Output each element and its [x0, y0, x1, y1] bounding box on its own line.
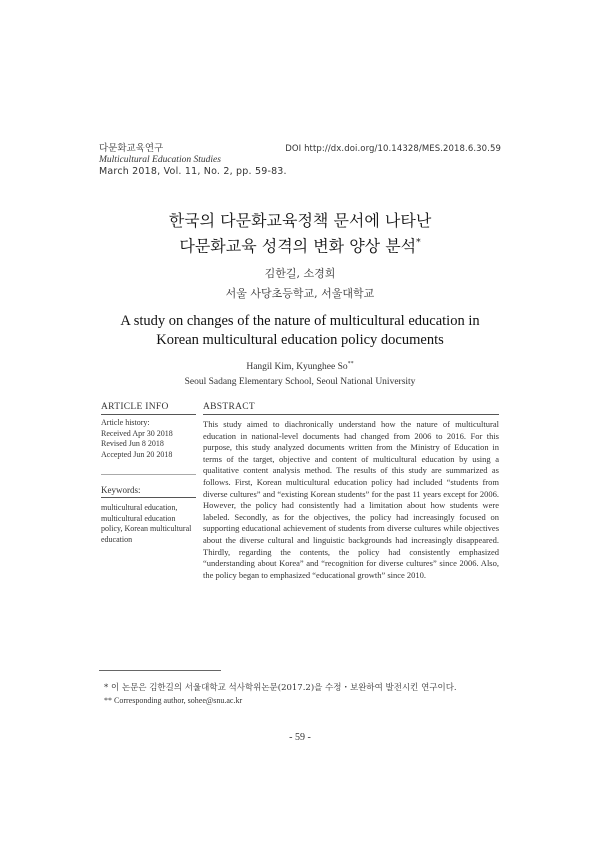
title-english [0, 312, 600, 350]
authors-english [0, 361, 600, 372]
history-label: Article history: [101, 418, 150, 427]
journal-name-korean: 다문화교육연구 [99, 143, 164, 154]
title-korean [0, 210, 600, 257]
title-english-line1: A study on changes of the nature of multicultural education in [120, 313, 480, 329]
affiliation-korean: 서울 사당초등학교, 서울대학교 [225, 287, 375, 300]
abstract-body: This study aimed to diachronically understand how the nature of multicultural education in national-level documents had changed from 2006 to 2016. For this purpose, this study analyzed documents written from the Ministry of Education in terms of the target, objective and content of multicultural education by using a qualitative content analysis method. The results of this study are summarized as follows. First, Korean multicultural education policy had included “students from diverse cultures” and “existing Korean students” for the past 11 years except for 2006. However, the policy had consistently had a limitation about how students were labeled. Secondly, as for the objectives, the policy had increasingly focused on supporting educational achievement of students from diverse cultures while objectives about the diverse cultural and linguistic backgrounds had increasingly disappeared. Thirdly, regarding the contents, the policy had consistently emphasized “understanding about Korea” and “recognition for diverse cultures” since 2006. Also, the policy began to emphasized “educational growth” since 2010. [203, 419, 499, 580]
affiliation-english: Seoul Sadang Elementary School, Seoul National University [184, 377, 416, 387]
author-names: Hangil Kim, Kyunghee So [246, 362, 348, 373]
accepted-date: Accepted Jun 20 2018 [101, 449, 173, 459]
article-history [101, 418, 196, 475]
article-info-heading: ARTICLE INFO [101, 402, 196, 415]
issue-citation: March 2018, Vol. 11, No. 2, pp. 59-83. [99, 166, 287, 177]
footnote-corresponding-author: ** Corresponding author, sohee@snu.ac.kr [104, 696, 243, 705]
keywords-heading: Keywords: [101, 485, 196, 498]
abstract-heading: ABSTRACT [203, 402, 499, 415]
article-info-column [101, 402, 196, 545]
title-english-line2: Korean multicultural education policy documents [156, 332, 444, 348]
title-korean-line1: 한국의 다문화교육정책 문서에 나타난 [168, 211, 432, 230]
title-korean-line2: 다문화교육 성격의 변화 양상 분석 [179, 236, 417, 256]
corresponding-author-mark: ** [347, 361, 354, 367]
journal-name-english: Multicultural Education Studies [99, 155, 221, 165]
revised-date: Revised Jun 8 2018 [101, 439, 164, 448]
authors-korean: 김한길, 소경희 [264, 267, 336, 280]
doi-link[interactable]: DOI http://dx.doi.org/10.14328/MES.2018.6.30.59 [285, 144, 501, 154]
keywords-list: multicultural education, multicultural education policy, Korean multicultural education [101, 503, 192, 544]
abstract-column [203, 402, 499, 581]
running-header [99, 140, 501, 177]
footnote-divider [99, 670, 221, 671]
footnote-thesis: * 이 논문은 김한길의 서울대학교 석사학위논문(2017.2)을 수정・보완하여 발전시킨 연구이다. [104, 683, 457, 693]
received-date: Received Apr 30 2018 [101, 428, 173, 438]
page-number: - 59 - [289, 732, 311, 743]
title-footnote-mark: * [416, 238, 421, 248]
